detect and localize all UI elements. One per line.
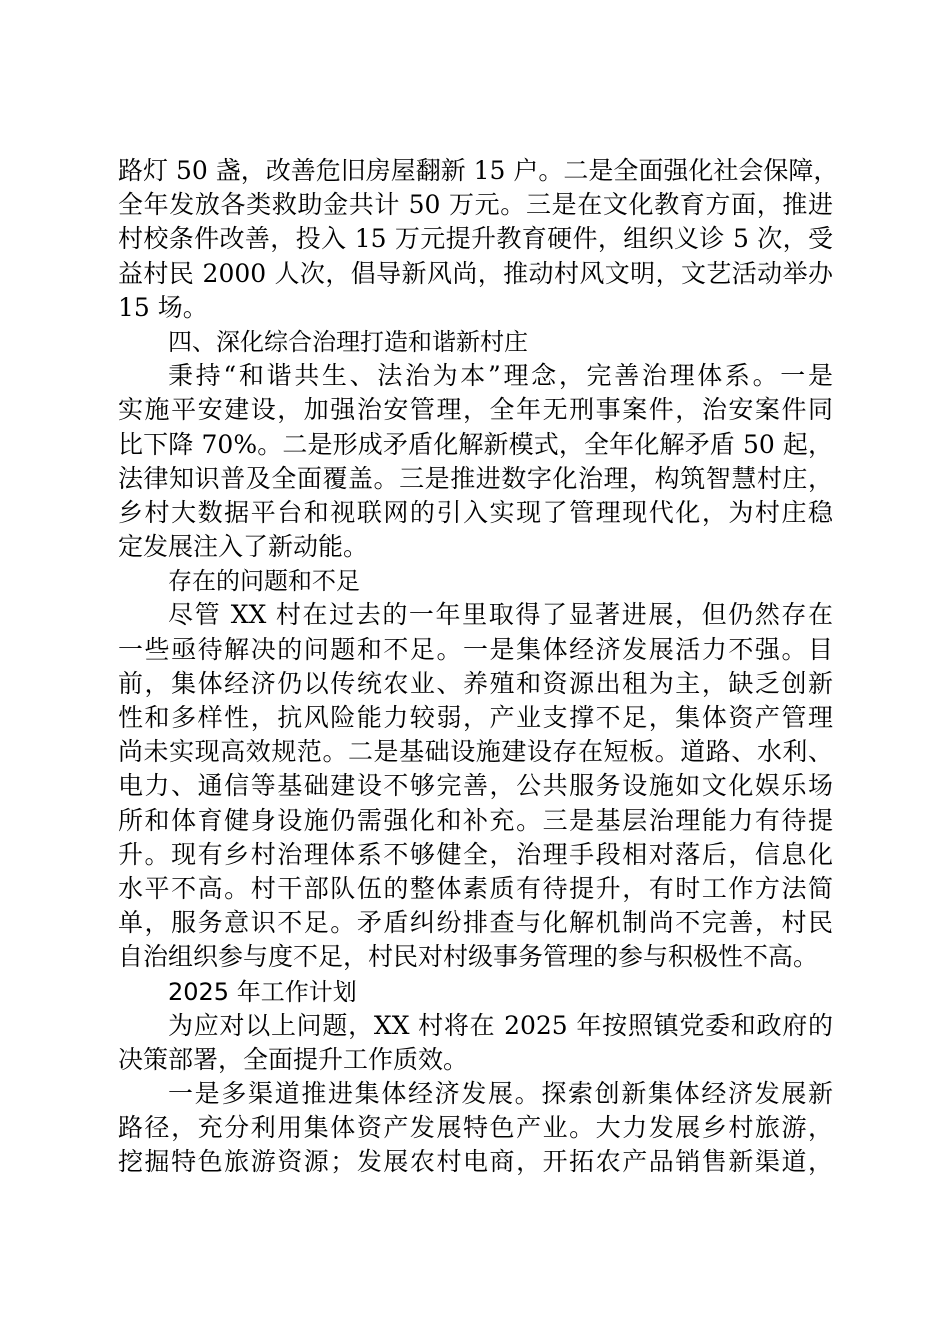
paragraph-infrastructure-continuation xyxy=(118,154,839,325)
text-line: 所和体育健身设施仍需强化和补充。三是基层治理能力有待提 xyxy=(118,805,833,835)
text-line: 为应对以上问题，XX 村将在 2025 年按照镇党委和政府的 xyxy=(168,1010,833,1040)
text-line: 村校条件改善，投入 15 万元提升教育硬件，组织义诊 5 次，受 xyxy=(118,224,833,254)
text-line: 定发展注入了新动能。 xyxy=(118,532,369,562)
text-line: 性和多样性，抗风险能力较弱，产业支撑不足，集体资产管理 xyxy=(118,703,833,732)
section-heading-work-plan: 2025 年工作计划 xyxy=(168,977,357,1006)
section-heading-problems: 存在的问题和不足 xyxy=(168,567,360,596)
paragraph-governance xyxy=(118,359,833,564)
text-line: 益村民 2000 人次，倡导新风尚，推动村风文明，文艺活动举办 xyxy=(118,258,833,288)
text-line: 电力、通信等基础建设不够完善，公共服务设施如文化娱乐场 xyxy=(118,771,833,801)
text-line: 秉持“和谐共生、法治为本”理念，完善治理体系。一是 xyxy=(168,361,833,391)
paragraph-collective-economy xyxy=(118,1077,833,1180)
text-line: 法律知识普及全面覆盖。三是推进数字化治理，构筑智慧村庄， xyxy=(118,463,833,493)
text-line: 水平不高。村干部队伍的整体素质有待提升，有时工作方法简 xyxy=(118,873,833,903)
text-line: 前，集体经济仍以传统农业、养殖和资源出租为主，缺乏创新 xyxy=(118,668,833,698)
text-line: 自治组织参与度不足，村民对村级事务管理的参与积极性不高。 xyxy=(118,942,819,972)
text-line: 路径，充分利用集体资产发展特色产业。大力发展乡村旅游， xyxy=(118,1113,833,1143)
text-line: 升。现有乡村治理体系不够健全，治理手段相对落后，信息化 xyxy=(118,839,833,869)
document-body xyxy=(118,154,839,1180)
paragraph-problems xyxy=(118,598,833,974)
text-line: 挖掘特色旅游资源；发展农村电商，开拓农产品销售新渠道， xyxy=(118,1147,833,1177)
text-line: 尽管 XX 村在过去的一年里取得了显著进展，但仍然存在 xyxy=(168,600,833,630)
text-line: 全年发放各类救助金共计 50 万元。三是在文化教育方面，推进 xyxy=(118,190,833,220)
text-line: 15 场。 xyxy=(118,292,208,322)
text-line: 决策部署，全面提升工作质效。 xyxy=(118,1044,469,1074)
text-line: 一些亟待解决的问题和不足。一是集体经济发展活力不强。目 xyxy=(118,634,833,664)
text-line: 路灯 50 盏，改善危旧房屋翻新 15 户。二是全面强化社会保障， xyxy=(118,156,839,185)
text-line: 单，服务意识不足。矛盾纠纷排查与化解机制尚不完善，村民 xyxy=(118,908,833,938)
text-line: 乡村大数据平台和视联网的引入实现了管理现代化，为村庄稳 xyxy=(118,497,833,527)
paragraph-plan-intro xyxy=(118,1009,833,1077)
text-line: 一是多渠道推进集体经济发展。探索创新集体经济发展新 xyxy=(168,1079,833,1109)
text-line: 实施平安建设，加强治安管理，全年无刑事案件，治安案件同 xyxy=(118,395,833,425)
section-heading-governance: 四、深化综合治理打造和谐新村庄 xyxy=(168,327,528,356)
text-line: 尚未实现高效规范。二是基础设施建设存在短板。道路、水利、 xyxy=(118,737,833,767)
text-line: 比下降 70%。二是形成矛盾化解新模式，全年化解矛盾 50 起， xyxy=(118,429,833,459)
